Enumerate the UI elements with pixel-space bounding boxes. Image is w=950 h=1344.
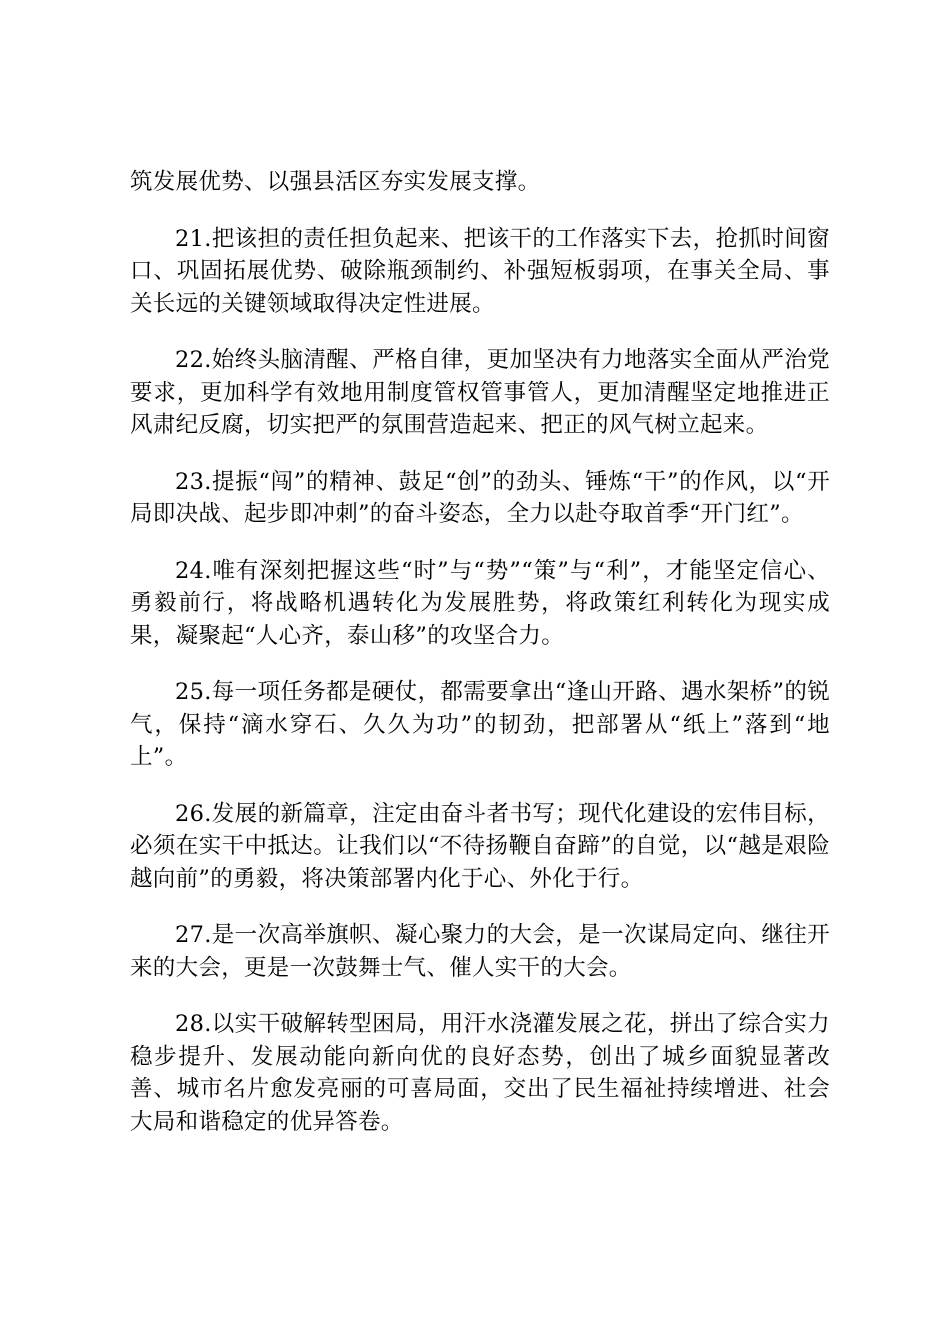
paragraph-25: 25.每一项任务都是硬仗，都需要拿出“逢山开路、遇水架桥”的锐气，保持“滴水穿石、久久为功”的韧劲，把部署从“纸上”落到“地上”。: [130, 679, 830, 770]
paragraph-22: 22.始终头脑清醒、严格自律，更加坚决有力地落实全面从严治党要求，更加科学有效地用制度管权管事管人，更加清醒坚定地推进正风肃纪反腐，切实把严的氛围营造起来、把正的风气树立起来。: [130, 347, 830, 438]
paragraph-continuation: 筑发展优势、以强县活区夯实发展支撑。: [130, 169, 541, 195]
paragraph-21: 21.把该担的责任担负起来、把该干的工作落实下去，抢抓时间窗口、巩固拓展优势、破除瓶颈制约、补强短板弱项，在事关全局、事关长远的关键领域取得决定性进展。: [130, 225, 830, 317]
paragraph-24: 24.唯有深刻把握这些“时”与“势”“策”与“利”，才能坚定信心、勇毅前行，将战略机遇转化为发展胜势，将政策红利转化为现实成果，凝聚起“人心齐，泰山移”的攻坚合力。: [130, 557, 830, 649]
paragraph-26: 26.发展的新篇章，注定由奋斗者书写；现代化建设的宏伟目标，必须在实干中抵达。让我们以“不待扬鞭自奋蹄”的自觉，以“越是艰险越向前”的勇毅，将决策部署内化于心、外化于行。: [130, 800, 830, 892]
paragraph-28: 28.以实干破解转型困局，用汗水浇灌发展之花，拼出了综合实力稳步提升、发展动能向新向优的良好态势，创出了城乡面貌显著改善、城市名片愈发亮丽的可喜局面，交出了民生福祉持续增进、社会大局和谐稳定的优异答卷。: [130, 1011, 830, 1135]
document-body: [130, 166, 830, 1162]
paragraph-27: 27.是一次高举旗帜、凝心聚力的大会，是一次谋局定向、继往开来的大会，更是一次鼓舞士气、催人实干的大会。: [130, 922, 830, 981]
paragraph-23: 23.提振“闯”的精神、鼓足“创”的劲头、锤炼“干”的作风，以“开局即决战、起步即冲刺”的奋斗姿态，全力以赴夺取首季“开门红”。: [130, 468, 830, 527]
